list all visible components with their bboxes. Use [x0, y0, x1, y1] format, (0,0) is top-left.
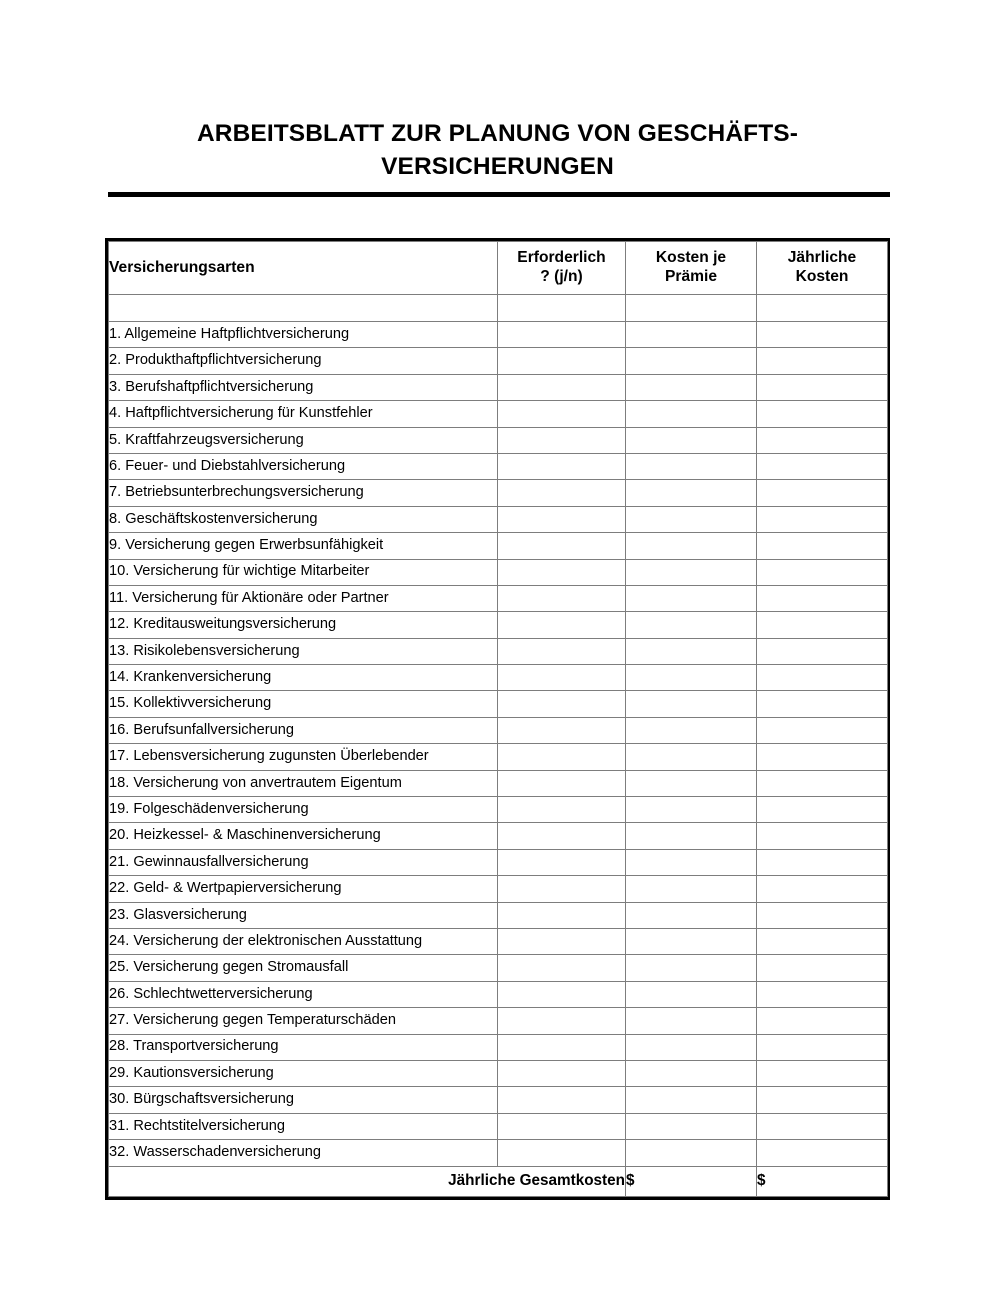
column-header-cost-per-premium	[626, 242, 757, 295]
cost-per-premium-cell[interactable]	[626, 348, 757, 374]
required-cell[interactable]	[498, 1008, 626, 1034]
insurance-type-label: 3. Berufshaftpflichtversicherung	[109, 374, 498, 400]
table-row	[109, 374, 888, 400]
annual-cost-cell[interactable]	[757, 559, 888, 585]
annual-cost-cell[interactable]	[757, 981, 888, 1007]
annual-cost-cell[interactable]	[757, 665, 888, 691]
required-cell[interactable]	[498, 374, 626, 400]
insurance-type-label: 31. Rechtstitelversicherung	[109, 1113, 498, 1139]
annual-cost-cell[interactable]	[757, 506, 888, 532]
table-row	[109, 823, 888, 849]
annual-cost-cell[interactable]	[757, 1060, 888, 1086]
annual-cost-cell[interactable]	[757, 1113, 888, 1139]
table-header-row	[109, 242, 888, 295]
required-cell[interactable]	[498, 427, 626, 453]
insurance-type-label: 16. Berufsunfallversicherung	[109, 717, 498, 743]
table-row	[109, 1087, 888, 1113]
required-cell[interactable]	[498, 453, 626, 479]
annual-cost-cell[interactable]	[757, 612, 888, 638]
cost-per-premium-cell[interactable]	[626, 612, 757, 638]
table-row	[109, 876, 888, 902]
required-cell[interactable]	[498, 770, 626, 796]
insurance-type-label: 10. Versicherung für wichtige Mitarbeiter	[109, 559, 498, 585]
required-cell[interactable]	[498, 955, 626, 981]
cost-per-premium-cell[interactable]	[626, 1008, 757, 1034]
column-header-insurance-types: Versicherungsarten	[109, 242, 498, 295]
cost-per-premium-cell[interactable]	[626, 427, 757, 453]
required-cell[interactable]	[498, 876, 626, 902]
cost-per-premium-cell[interactable]	[626, 717, 757, 743]
table-row	[109, 849, 888, 875]
cost-per-premium-cell[interactable]	[626, 876, 757, 902]
insurance-worksheet-table-container	[105, 238, 890, 1200]
annual-cost-cell[interactable]	[757, 638, 888, 664]
annual-cost-cell[interactable]	[757, 374, 888, 400]
required-cell[interactable]	[498, 401, 626, 427]
required-cell[interactable]	[498, 480, 626, 506]
insurance-type-label: 15. Kollektivversicherung	[109, 691, 498, 717]
annual-total-cost-per-premium-value[interactable]: $	[626, 1166, 757, 1196]
annual-cost-cell[interactable]	[757, 1008, 888, 1034]
column-header-required-line-1: Erforderlich	[517, 249, 606, 267]
table-row	[109, 480, 888, 506]
column-header-required-line-2: ? (j/n)	[540, 268, 583, 285]
insurance-type-label: 23. Glasversicherung	[109, 902, 498, 928]
required-cell[interactable]	[498, 902, 626, 928]
table-row	[109, 322, 888, 348]
insurance-type-label: 9. Versicherung gegen Erwerbsunfähigkeit	[109, 533, 498, 559]
page-title-line-2: VERSICHERUNGEN	[381, 152, 614, 180]
cost-per-premium-cell[interactable]	[626, 691, 757, 717]
table-row	[109, 506, 888, 532]
cost-per-premium-cell[interactable]	[626, 1060, 757, 1086]
annual-cost-cell[interactable]	[757, 480, 888, 506]
cost-per-premium-cell[interactable]	[626, 928, 757, 954]
annual-cost-cell[interactable]	[757, 928, 888, 954]
table-row	[109, 770, 888, 796]
table-row	[109, 453, 888, 479]
insurance-type-label: 17. Lebensversicherung zugunsten Überlebender	[109, 744, 498, 770]
table-foot	[109, 1166, 888, 1196]
required-cell[interactable]	[498, 849, 626, 875]
annual-cost-cell[interactable]	[757, 744, 888, 770]
cost-per-premium-cell[interactable]	[626, 506, 757, 532]
insurance-type-label: 12. Kreditausweitungsversicherung	[109, 612, 498, 638]
required-cell[interactable]	[498, 638, 626, 664]
required-cell[interactable]	[498, 322, 626, 348]
annual-cost-cell[interactable]	[757, 691, 888, 717]
cost-per-premium-cell[interactable]	[626, 902, 757, 928]
annual-cost-cell[interactable]	[757, 1087, 888, 1113]
table-row	[109, 955, 888, 981]
insurance-type-label: 19. Folgeschädenversicherung	[109, 797, 498, 823]
required-cell[interactable]	[498, 1113, 626, 1139]
required-cell[interactable]	[498, 612, 626, 638]
table-row	[109, 717, 888, 743]
spacer-cell-annual-cost[interactable]	[757, 295, 888, 322]
cost-per-premium-cell[interactable]	[626, 744, 757, 770]
required-cell[interactable]	[498, 559, 626, 585]
annual-cost-cell[interactable]	[757, 849, 888, 875]
cost-per-premium-cell[interactable]	[626, 453, 757, 479]
table-row	[109, 1140, 888, 1166]
cost-per-premium-cell[interactable]	[626, 480, 757, 506]
annual-cost-cell[interactable]	[757, 533, 888, 559]
insurance-type-label: 24. Versicherung der elektronischen Ausstattung	[109, 928, 498, 954]
table-row	[109, 638, 888, 664]
insurance-type-label: 13. Risikolebensversicherung	[109, 638, 498, 664]
cost-per-premium-cell[interactable]	[626, 849, 757, 875]
insurance-type-label: 14. Krankenversicherung	[109, 665, 498, 691]
annual-cost-cell[interactable]	[757, 955, 888, 981]
insurance-type-label: 27. Versicherung gegen Temperaturschäden	[109, 1008, 498, 1034]
table-row	[109, 797, 888, 823]
insurance-type-label: 26. Schlechtwetterversicherung	[109, 981, 498, 1007]
insurance-type-label: 21. Gewinnausfallversicherung	[109, 849, 498, 875]
insurance-type-label: 28. Transportversicherung	[109, 1034, 498, 1060]
table-row	[109, 612, 888, 638]
table-row	[109, 1060, 888, 1086]
annual-cost-cell[interactable]	[757, 348, 888, 374]
cost-per-premium-cell[interactable]	[626, 638, 757, 664]
required-cell[interactable]	[498, 928, 626, 954]
title-block	[105, 118, 890, 183]
required-cell[interactable]	[498, 585, 626, 611]
annual-total-row	[109, 1166, 888, 1196]
spacer-cell-cost-per-premium[interactable]	[626, 295, 757, 322]
required-cell[interactable]	[498, 533, 626, 559]
page-title-line-1: ARBEITSBLATT ZUR PLANUNG VON GESCHÄFTS-	[197, 120, 798, 147]
cost-per-premium-cell[interactable]	[626, 981, 757, 1007]
insurance-type-label: 2. Produkthaftpflichtversicherung	[109, 348, 498, 374]
spacer-cell-required[interactable]	[498, 295, 626, 322]
table-row	[109, 585, 888, 611]
required-cell[interactable]	[498, 717, 626, 743]
required-cell[interactable]	[498, 348, 626, 374]
insurance-type-label: 30. Bürgschaftsversicherung	[109, 1087, 498, 1113]
annual-total-annual-cost-value[interactable]: $	[757, 1166, 888, 1196]
table-row	[109, 665, 888, 691]
annual-cost-cell[interactable]	[757, 797, 888, 823]
cost-per-premium-cell[interactable]	[626, 401, 757, 427]
required-cell[interactable]	[498, 823, 626, 849]
insurance-type-label: 7. Betriebsunterbrechungsversicherung	[109, 480, 498, 506]
cost-per-premium-cell[interactable]	[626, 559, 757, 585]
column-header-required	[498, 242, 626, 295]
cost-per-premium-cell[interactable]	[626, 1113, 757, 1139]
column-header-cost-per-premium-line-1: Kosten je	[655, 249, 727, 267]
title-divider-rule	[108, 192, 890, 197]
insurance-type-label: 4. Haftpflichtversicherung für Kunstfehler	[109, 401, 498, 427]
annual-cost-cell[interactable]	[757, 427, 888, 453]
table-row	[109, 1008, 888, 1034]
table-row	[109, 691, 888, 717]
cost-per-premium-cell[interactable]	[626, 585, 757, 611]
insurance-type-label: 22. Geld- & Wertpapierversicherung	[109, 876, 498, 902]
annual-total-label: Jährliche Gesamtkosten	[109, 1166, 626, 1196]
table-row	[109, 427, 888, 453]
cost-per-premium-cell[interactable]	[626, 797, 757, 823]
column-header-cost-per-premium-line-2: Prämie	[664, 268, 717, 285]
table-body	[109, 295, 888, 1167]
insurance-type-label: 18. Versicherung von anvertrautem Eigentum	[109, 770, 498, 796]
required-cell[interactable]	[498, 1140, 626, 1166]
insurance-worksheet-table	[108, 241, 888, 1197]
annual-cost-cell[interactable]	[757, 823, 888, 849]
insurance-type-label: 1. Allgemeine Haftpflichtversicherung	[109, 322, 498, 348]
cost-per-premium-cell[interactable]	[626, 1034, 757, 1060]
table-row	[109, 559, 888, 585]
insurance-type-label: 25. Versicherung gegen Stromausfall	[109, 955, 498, 981]
annual-cost-cell[interactable]	[757, 1140, 888, 1166]
insurance-type-label: 20. Heizkessel- & Maschinenversicherung	[109, 823, 498, 849]
table-row	[109, 1113, 888, 1139]
cost-per-premium-cell[interactable]	[626, 1140, 757, 1166]
insurance-type-label: 6. Feuer- und Diebstahlversicherung	[109, 453, 498, 479]
table-spacer-row	[109, 295, 888, 322]
column-header-annual-cost-line-2: Kosten	[795, 268, 849, 285]
table-row	[109, 533, 888, 559]
column-header-annual-cost	[757, 242, 888, 295]
annual-cost-cell[interactable]	[757, 902, 888, 928]
insurance-type-label: 5. Kraftfahrzeugsversicherung	[109, 427, 498, 453]
table-head	[109, 242, 888, 295]
insurance-type-label: 29. Kautionsversicherung	[109, 1060, 498, 1086]
table-row	[109, 902, 888, 928]
cost-per-premium-cell[interactable]	[626, 665, 757, 691]
annual-cost-cell[interactable]	[757, 453, 888, 479]
required-cell[interactable]	[498, 691, 626, 717]
annual-cost-cell[interactable]	[757, 876, 888, 902]
annual-cost-cell[interactable]	[757, 1034, 888, 1060]
table-row	[109, 981, 888, 1007]
insurance-type-label: 32. Wasserschadenversicherung	[109, 1140, 498, 1166]
cost-per-premium-cell[interactable]	[626, 955, 757, 981]
annual-cost-cell[interactable]	[757, 401, 888, 427]
column-header-annual-cost-line-1: Jährliche	[787, 249, 857, 267]
required-cell[interactable]	[498, 1060, 626, 1086]
insurance-type-label: 11. Versicherung für Aktionäre oder Partner	[109, 585, 498, 611]
insurance-type-label: 8. Geschäftskostenversicherung	[109, 506, 498, 532]
required-cell[interactable]	[498, 1034, 626, 1060]
annual-cost-cell[interactable]	[757, 322, 888, 348]
required-cell[interactable]	[498, 797, 626, 823]
table-row	[109, 348, 888, 374]
required-cell[interactable]	[498, 744, 626, 770]
cost-per-premium-cell[interactable]	[626, 770, 757, 796]
cost-per-premium-cell[interactable]	[626, 322, 757, 348]
required-cell[interactable]	[498, 1087, 626, 1113]
required-cell[interactable]	[498, 981, 626, 1007]
required-cell[interactable]	[498, 506, 626, 532]
cost-per-premium-cell[interactable]	[626, 823, 757, 849]
page-title	[105, 118, 890, 183]
annual-cost-cell[interactable]	[757, 717, 888, 743]
table-row	[109, 928, 888, 954]
table-row	[109, 744, 888, 770]
annual-cost-cell[interactable]	[757, 770, 888, 796]
cost-per-premium-cell[interactable]	[626, 374, 757, 400]
table-row	[109, 1034, 888, 1060]
cost-per-premium-cell[interactable]	[626, 533, 757, 559]
required-cell[interactable]	[498, 665, 626, 691]
annual-cost-cell[interactable]	[757, 585, 888, 611]
spacer-cell-types	[109, 295, 498, 322]
table-row	[109, 401, 888, 427]
cost-per-premium-cell[interactable]	[626, 1087, 757, 1113]
